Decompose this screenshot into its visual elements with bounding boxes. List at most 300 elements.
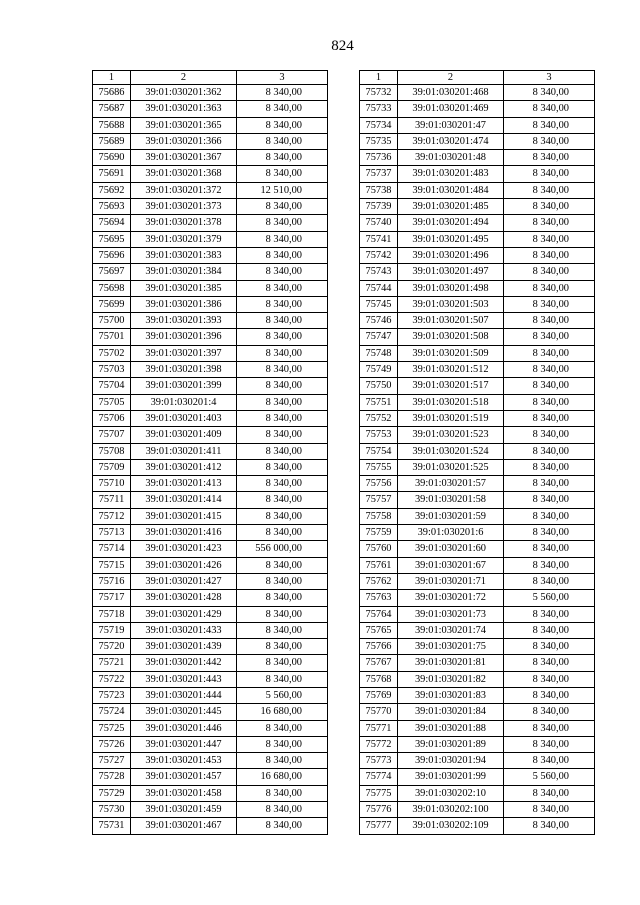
cadastral-number: 39:01:030201:458 (131, 785, 237, 801)
table-row (360, 378, 595, 394)
cadastral-number: 39:01:030201:363 (131, 101, 237, 117)
row-number: 75711 (93, 492, 131, 508)
table-row (93, 280, 328, 296)
value: 8 340,00 (504, 215, 595, 231)
cadastral-number: 39:01:030201:409 (131, 427, 237, 443)
value: 16 680,00 (237, 704, 328, 720)
table-row (93, 753, 328, 769)
table-row (360, 394, 595, 410)
cadastral-number: 39:01:030201:59 (398, 508, 504, 524)
cadastral-number: 39:01:030201:445 (131, 704, 237, 720)
table-row (93, 671, 328, 687)
row-number: 75698 (93, 280, 131, 296)
cadastral-number: 39:01:030202:10 (398, 785, 504, 801)
row-number: 75748 (360, 345, 398, 361)
page-number: 824 (331, 38, 354, 54)
table-row (360, 671, 595, 687)
cadastral-number: 39:01:030201:75 (398, 639, 504, 655)
cadastral-number: 39:01:030201:6 (398, 525, 504, 541)
table-row (360, 231, 595, 247)
table-right (359, 70, 595, 835)
row-number: 75744 (360, 280, 398, 296)
row-number: 75721 (93, 655, 131, 671)
row-number: 75720 (93, 639, 131, 655)
row-number: 75741 (360, 231, 398, 247)
cadastral-number: 39:01:030201:503 (398, 296, 504, 312)
table-row (93, 573, 328, 589)
cadastral-number: 39:01:030201:83 (398, 687, 504, 703)
cadastral-number: 39:01:030201:517 (398, 378, 504, 394)
cadastral-number: 39:01:030201:453 (131, 753, 237, 769)
cadastral-number: 39:01:030201:399 (131, 378, 237, 394)
row-number: 75764 (360, 606, 398, 622)
table-row (360, 247, 595, 263)
table-right-body (360, 85, 595, 835)
table-row (93, 606, 328, 622)
row-number: 75761 (360, 557, 398, 573)
value: 8 340,00 (237, 313, 328, 329)
value: 8 340,00 (237, 818, 328, 834)
cadastral-number: 39:01:030201:497 (398, 264, 504, 280)
value: 8 340,00 (237, 264, 328, 280)
value: 8 340,00 (504, 573, 595, 589)
table-row (360, 639, 595, 655)
cadastral-number: 39:01:030201:496 (398, 247, 504, 263)
value: 8 340,00 (504, 427, 595, 443)
cadastral-number: 39:01:030201:494 (398, 215, 504, 231)
table-row (93, 492, 328, 508)
row-number: 75745 (360, 296, 398, 312)
row-number: 75713 (93, 525, 131, 541)
row-number: 75752 (360, 410, 398, 426)
value: 8 340,00 (237, 199, 328, 215)
value: 8 340,00 (504, 802, 595, 818)
row-number: 75704 (93, 378, 131, 394)
value: 8 340,00 (504, 231, 595, 247)
cadastral-number: 39:01:030201:485 (398, 199, 504, 215)
table-row (93, 508, 328, 524)
value: 8 340,00 (504, 785, 595, 801)
row-number: 75756 (360, 476, 398, 492)
value: 556 000,00 (237, 541, 328, 557)
value: 8 340,00 (504, 753, 595, 769)
row-number: 75762 (360, 573, 398, 589)
value: 8 340,00 (504, 182, 595, 198)
row-number: 75689 (93, 133, 131, 149)
table-row (93, 313, 328, 329)
row-number: 75732 (360, 85, 398, 101)
table-row (360, 606, 595, 622)
row-number: 75708 (93, 443, 131, 459)
value: 8 340,00 (504, 671, 595, 687)
value: 8 340,00 (504, 476, 595, 492)
row-number: 75699 (93, 296, 131, 312)
table-row (360, 362, 595, 378)
row-number: 75751 (360, 394, 398, 410)
value: 8 340,00 (237, 296, 328, 312)
cadastral-number: 39:01:030201:385 (131, 280, 237, 296)
cadastral-number: 39:01:030201:433 (131, 622, 237, 638)
value: 8 340,00 (504, 508, 595, 524)
table-row (360, 720, 595, 736)
table-row (360, 508, 595, 524)
row-number: 75729 (93, 785, 131, 801)
value: 8 340,00 (504, 150, 595, 166)
row-number: 75770 (360, 704, 398, 720)
cadastral-number: 39:01:030201:428 (131, 590, 237, 606)
cadastral-number: 39:01:030201:411 (131, 443, 237, 459)
value: 8 340,00 (237, 362, 328, 378)
table-row (360, 525, 595, 541)
table-row (360, 622, 595, 638)
value: 8 340,00 (504, 687, 595, 703)
value: 8 340,00 (504, 362, 595, 378)
cadastral-number: 39:01:030201:72 (398, 590, 504, 606)
row-number: 75766 (360, 639, 398, 655)
value: 16 680,00 (237, 769, 328, 785)
row-number: 75750 (360, 378, 398, 394)
header-col-1: 1 (93, 71, 131, 85)
value: 8 340,00 (237, 639, 328, 655)
table-row (93, 199, 328, 215)
cadastral-number: 39:01:030201:483 (398, 166, 504, 182)
table-row (360, 150, 595, 166)
value: 8 340,00 (504, 541, 595, 557)
row-number: 75738 (360, 182, 398, 198)
row-number: 75759 (360, 525, 398, 541)
value: 8 340,00 (237, 117, 328, 133)
cadastral-number: 39:01:030201:416 (131, 525, 237, 541)
table-row (93, 525, 328, 541)
value: 8 340,00 (504, 280, 595, 296)
table-row (93, 394, 328, 410)
table-row (360, 410, 595, 426)
row-number: 75747 (360, 329, 398, 345)
cadastral-number: 39:01:030201:89 (398, 736, 504, 752)
table-row (93, 150, 328, 166)
table-row (93, 785, 328, 801)
table-row (360, 117, 595, 133)
row-number: 75765 (360, 622, 398, 638)
cadastral-number: 39:01:030201:498 (398, 280, 504, 296)
table-row (93, 639, 328, 655)
table-row (93, 296, 328, 312)
value: 8 340,00 (237, 525, 328, 541)
table-row (93, 704, 328, 720)
cadastral-number: 39:01:030201:396 (131, 329, 237, 345)
table-row (93, 231, 328, 247)
table-row (93, 101, 328, 117)
table-row (360, 769, 595, 785)
cadastral-number: 39:01:030201:495 (398, 231, 504, 247)
table-row (360, 655, 595, 671)
value: 8 340,00 (237, 378, 328, 394)
cadastral-number: 39:01:030201:367 (131, 150, 237, 166)
cadastral-number: 39:01:030201:366 (131, 133, 237, 149)
value: 8 340,00 (504, 639, 595, 655)
cadastral-number: 39:01:030201:427 (131, 573, 237, 589)
table-row (360, 476, 595, 492)
value: 8 340,00 (504, 606, 595, 622)
row-number: 75693 (93, 199, 131, 215)
value: 8 340,00 (504, 720, 595, 736)
table-row (360, 199, 595, 215)
table-row (93, 182, 328, 198)
cadastral-number: 39:01:030201:413 (131, 476, 237, 492)
cadastral-number: 39:01:030201:444 (131, 687, 237, 703)
cadastral-number: 39:01:030201:99 (398, 769, 504, 785)
row-number: 75710 (93, 476, 131, 492)
cadastral-number: 39:01:030201:365 (131, 117, 237, 133)
row-number: 75712 (93, 508, 131, 524)
table-row (360, 753, 595, 769)
value: 8 340,00 (237, 101, 328, 117)
row-number: 75733 (360, 101, 398, 117)
row-number: 75773 (360, 753, 398, 769)
table-row (360, 215, 595, 231)
value: 8 340,00 (504, 557, 595, 573)
table-row (360, 492, 595, 508)
value: 8 340,00 (237, 655, 328, 671)
row-number: 75701 (93, 329, 131, 345)
table-row (93, 247, 328, 263)
table-row (360, 443, 595, 459)
cadastral-number: 39:01:030201:67 (398, 557, 504, 573)
row-number: 75690 (93, 150, 131, 166)
cadastral-number: 39:01:030201:524 (398, 443, 504, 459)
row-number: 75734 (360, 117, 398, 133)
cadastral-number: 39:01:030201:468 (398, 85, 504, 101)
cadastral-number: 39:01:030201:81 (398, 655, 504, 671)
cadastral-number: 39:01:030202:109 (398, 818, 504, 834)
table-row (93, 427, 328, 443)
row-number: 75694 (93, 215, 131, 231)
value: 8 340,00 (237, 671, 328, 687)
value: 8 340,00 (237, 753, 328, 769)
header-col-2: 2 (131, 71, 237, 85)
value: 8 340,00 (237, 345, 328, 361)
value: 8 340,00 (237, 720, 328, 736)
row-number: 75736 (360, 150, 398, 166)
value: 8 340,00 (237, 606, 328, 622)
row-number: 75697 (93, 264, 131, 280)
cadastral-number: 39:01:030201:84 (398, 704, 504, 720)
row-number: 75754 (360, 443, 398, 459)
table-row (93, 166, 328, 182)
cadastral-number: 39:01:030201:4 (131, 394, 237, 410)
row-number: 75723 (93, 687, 131, 703)
cadastral-number: 39:01:030201:523 (398, 427, 504, 443)
value: 8 340,00 (237, 166, 328, 182)
row-number: 75760 (360, 541, 398, 557)
row-number: 75714 (93, 541, 131, 557)
value: 8 340,00 (237, 427, 328, 443)
cadastral-number: 39:01:030201:57 (398, 476, 504, 492)
value: 8 340,00 (504, 736, 595, 752)
value: 8 340,00 (504, 247, 595, 263)
table-row (93, 345, 328, 361)
table-row (360, 687, 595, 703)
row-number: 75686 (93, 85, 131, 101)
row-number: 75707 (93, 427, 131, 443)
value: 8 340,00 (237, 247, 328, 263)
table-row (360, 313, 595, 329)
table-row (93, 590, 328, 606)
header-row (93, 71, 328, 85)
cadastral-number: 39:01:030201:383 (131, 247, 237, 263)
table-row (93, 818, 328, 834)
table-left (92, 70, 328, 835)
value: 8 340,00 (237, 785, 328, 801)
value: 8 340,00 (237, 508, 328, 524)
value: 8 340,00 (237, 802, 328, 818)
value: 8 340,00 (237, 231, 328, 247)
value: 8 340,00 (237, 492, 328, 508)
cadastral-number: 39:01:030201:519 (398, 410, 504, 426)
row-number: 75722 (93, 671, 131, 687)
table-row (93, 215, 328, 231)
cadastral-number: 39:01:030201:94 (398, 753, 504, 769)
table-row (93, 802, 328, 818)
row-number: 75775 (360, 785, 398, 801)
value: 8 340,00 (504, 296, 595, 312)
table-row (360, 704, 595, 720)
cadastral-number: 39:01:030201:48 (398, 150, 504, 166)
row-number: 75726 (93, 736, 131, 752)
header-row (360, 71, 595, 85)
table-row (93, 85, 328, 101)
row-number: 75716 (93, 573, 131, 589)
row-number: 75725 (93, 720, 131, 736)
cadastral-number: 39:01:030201:426 (131, 557, 237, 573)
value: 8 340,00 (504, 410, 595, 426)
value: 8 340,00 (504, 394, 595, 410)
value: 8 340,00 (504, 525, 595, 541)
value: 8 340,00 (237, 476, 328, 492)
row-number: 75696 (93, 247, 131, 263)
table-row (93, 476, 328, 492)
row-number: 75755 (360, 459, 398, 475)
row-number: 75717 (93, 590, 131, 606)
table-row (93, 378, 328, 394)
row-number: 75735 (360, 133, 398, 149)
value: 8 340,00 (237, 394, 328, 410)
table-row (93, 443, 328, 459)
row-number: 75767 (360, 655, 398, 671)
row-number: 75702 (93, 345, 131, 361)
cadastral-number: 39:01:030201:88 (398, 720, 504, 736)
table-row (360, 802, 595, 818)
cadastral-number: 39:01:030201:429 (131, 606, 237, 622)
cadastral-number: 39:01:030201:439 (131, 639, 237, 655)
value: 8 340,00 (237, 280, 328, 296)
row-number: 75691 (93, 166, 131, 182)
cadastral-number: 39:01:030201:512 (398, 362, 504, 378)
header-col-3: 3 (237, 71, 328, 85)
row-number: 75737 (360, 166, 398, 182)
cadastral-number: 39:01:030201:457 (131, 769, 237, 785)
row-number: 75740 (360, 215, 398, 231)
table-row (93, 687, 328, 703)
value: 8 340,00 (237, 150, 328, 166)
cadastral-number: 39:01:030201:58 (398, 492, 504, 508)
table-row (93, 622, 328, 638)
value: 8 340,00 (504, 459, 595, 475)
table-row (93, 557, 328, 573)
value: 8 340,00 (504, 329, 595, 345)
table-left-body (93, 85, 328, 835)
row-number: 75757 (360, 492, 398, 508)
row-number: 75771 (360, 720, 398, 736)
value: 8 340,00 (504, 655, 595, 671)
cadastral-number: 39:01:030201:467 (131, 818, 237, 834)
table-row (360, 296, 595, 312)
row-number: 75772 (360, 736, 398, 752)
table-row (360, 85, 595, 101)
value: 8 340,00 (237, 557, 328, 573)
value: 8 340,00 (504, 313, 595, 329)
row-number: 75724 (93, 704, 131, 720)
table-row (360, 101, 595, 117)
table-row (360, 166, 595, 182)
value: 8 340,00 (504, 117, 595, 133)
row-number: 75777 (360, 818, 398, 834)
value: 8 340,00 (237, 329, 328, 345)
cadastral-number: 39:01:030201:373 (131, 199, 237, 215)
header-col-2: 2 (398, 71, 504, 85)
value: 8 340,00 (237, 622, 328, 638)
table-row (93, 769, 328, 785)
table-row (360, 182, 595, 198)
row-number: 75730 (93, 802, 131, 818)
cadastral-number: 39:01:030201:474 (398, 133, 504, 149)
table-row (360, 541, 595, 557)
cadastral-number: 39:01:030201:47 (398, 117, 504, 133)
table-row (360, 818, 595, 834)
table-row (93, 541, 328, 557)
row-number: 75753 (360, 427, 398, 443)
table-row (93, 133, 328, 149)
cadastral-number: 39:01:030201:469 (398, 101, 504, 117)
cadastral-number: 39:01:030201:386 (131, 296, 237, 312)
cadastral-number: 39:01:030201:443 (131, 671, 237, 687)
row-number: 75769 (360, 687, 398, 703)
cadastral-number: 39:01:030201:73 (398, 606, 504, 622)
row-number: 75746 (360, 313, 398, 329)
row-number: 75700 (93, 313, 131, 329)
table-row (93, 264, 328, 280)
cadastral-number: 39:01:030201:423 (131, 541, 237, 557)
cadastral-number: 39:01:030201:415 (131, 508, 237, 524)
cadastral-number: 39:01:030201:71 (398, 573, 504, 589)
table-row (360, 427, 595, 443)
row-number: 75743 (360, 264, 398, 280)
value: 8 340,00 (237, 459, 328, 475)
value: 5 560,00 (504, 769, 595, 785)
value: 8 340,00 (504, 622, 595, 638)
table-row (93, 459, 328, 475)
value: 8 340,00 (237, 590, 328, 606)
value: 8 340,00 (504, 166, 595, 182)
cadastral-number: 39:01:030201:384 (131, 264, 237, 280)
cadastral-number: 39:01:030201:412 (131, 459, 237, 475)
table-row (93, 117, 328, 133)
cadastral-number: 39:01:030201:372 (131, 182, 237, 198)
row-number: 75742 (360, 247, 398, 263)
row-number: 75718 (93, 606, 131, 622)
cadastral-number: 39:01:030201:509 (398, 345, 504, 361)
table-row (93, 329, 328, 345)
